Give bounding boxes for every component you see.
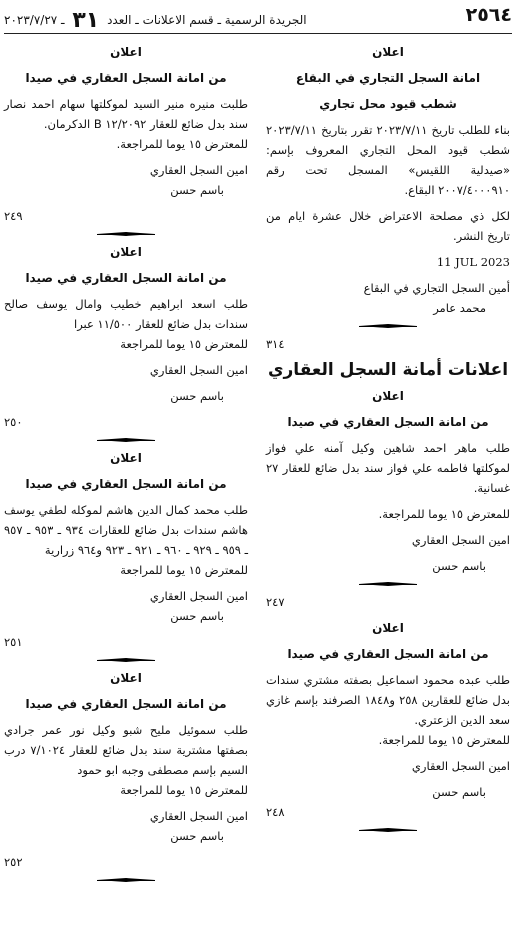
- divider-ornament: [359, 826, 417, 834]
- header-text-before: الجريدة الرسمية ـ قسم الاعلانات ـ العدد: [107, 13, 307, 27]
- page-number: ٢٥٦٤: [465, 4, 512, 26]
- notice-label: اعلان: [372, 621, 404, 635]
- notice-label: اعلان: [110, 45, 142, 59]
- notice-248: [266, 618, 510, 834]
- notice-title: من امانة السجل العقاري في صيدا: [287, 415, 489, 429]
- notice-title: من امانة السجل العقاري في صيدا: [25, 271, 227, 285]
- divider-ornament: [97, 230, 155, 238]
- right-column: [266, 42, 510, 838]
- notice-249: [4, 42, 248, 238]
- divider-ornament: [359, 580, 417, 588]
- notice-body: طلب محمد كمال الدين هاشم لموكله لطفي يوسف هاشم سندات بدل ضائع للعقارات ٩٣٤ ـ ٩٥٣ ـ ٩٥٧ ـ ٩٥٩ ـ ٩٢٩ ـ ٩٦٠ ـ ٩٢١ ـ ٩٢٣ و٩٦٤ زرارية: [4, 503, 248, 557]
- notice-label: اعلان: [372, 45, 404, 59]
- notice-label: اعلان: [110, 451, 142, 465]
- notice-number: ٢٤٨: [266, 805, 285, 819]
- divider-ornament: [359, 322, 417, 330]
- notice-body: طلب ماهر احمد شاهين وكيل آمنه علي فواز لموكلتها فاطمه علي فواز سند بدل ضائع للعقار ٢٧ غسانية.: [266, 441, 510, 495]
- signature-name: محمد عامر: [433, 301, 486, 315]
- notice-body: طلب سموئيل مليح شبو وكيل نور عمر جرادي بصفتها مشترية سند بدل ضائع للعقار ٧/١٠٢٤ درب السيم بإسم مصطفى وجبه ابو حمود: [4, 723, 249, 777]
- divider-ornament: [97, 436, 155, 444]
- divider-ornament: [97, 656, 155, 664]
- notice-number: ٢٤٧: [266, 595, 285, 609]
- notice-body-2: للمعترض ١٥ يوما للمراجعة: [120, 337, 248, 351]
- notice-body: طلب اسعد ابراهيم خطيب وامال يوسف صالح سندات بدل ضائع للعقار ١١/٥٠٠ عبرا: [4, 297, 248, 331]
- left-column: [4, 42, 248, 888]
- notice-label: اعلان: [110, 245, 142, 259]
- signature-title: امين السجل العقاري: [149, 589, 248, 603]
- notice-date: 11 JUL 2023: [436, 255, 510, 269]
- notice-label: اعلان: [372, 389, 404, 403]
- signature-title: امين السجل العقاري: [411, 759, 510, 773]
- notice-body: طلب عبده محمود اسماعيل بصفته مشتري سندات بدل ضائع للعقارين ٢٥٨ و١٨٤٨ الصرفند بإسم غازي سعد الدين الزعتري.: [266, 673, 510, 727]
- notice-title: من امانة السجل العقاري في صيدا: [25, 697, 227, 711]
- notice-label: اعلان: [110, 671, 142, 685]
- signature-name: باسم حسن: [170, 829, 224, 843]
- signature-title: امين السجل العقاري: [149, 809, 248, 823]
- page-header: [4, 2, 512, 33]
- notice-body-2: للمعترض ١٥ يوما للمراجعة.: [378, 507, 510, 521]
- notice-314: [266, 42, 510, 354]
- notice-body-2: للمعترض ١٥ يوما للمراجعة.: [378, 733, 510, 747]
- notice-title: من امانة السجل العقاري في صيدا: [287, 647, 489, 661]
- notice-title: امانة السجل التجاري في البقاع: [295, 71, 481, 85]
- signature-name: باسم حسن: [170, 183, 224, 197]
- notice-body-2: للمعترض ١٥ يوما للمراجعة: [120, 563, 248, 577]
- notice-number: ٢٥٠: [4, 415, 23, 429]
- issue-number: ٣١: [72, 8, 100, 33]
- signature-name: باسم حسن: [170, 609, 224, 623]
- notice-252: [4, 668, 248, 884]
- section-title: اعلانات أمانة السجل العقاري: [267, 360, 509, 380]
- signature-title: أمين السجل التجاري في البقاع: [363, 281, 510, 295]
- header-text-after: ـ ٢٠٢٣/٧/٢٧: [4, 13, 65, 27]
- notice-number: ٢٥٢: [4, 855, 23, 869]
- notice-247: [266, 386, 510, 612]
- signature-title: امين السجل العقاري: [411, 533, 510, 547]
- notice-body-2: للمعترض ١٥ يوما للمراجعة.: [116, 137, 248, 151]
- signature-title: امين السجل العقاري: [149, 363, 248, 377]
- notice-body: بناء للطلب تاريخ ٢٠٢٣/٧/١١ تقرر بتاريخ ٢٠٢٣/٧/١١ شطب قيود المحل التجاري المعروف بإسم: «صيدلية اللقيس» المسجل تحت رقم ٢٠٠٧/٤٠٠٠٩١٠ البقاع.: [266, 123, 510, 197]
- notice-body-2: لكل ذي مصلحة الاعتراض خلال عشرة ايام من تاريخ النشر.: [266, 209, 510, 243]
- signature-name: باسم حسن: [432, 559, 486, 573]
- header-rule: [4, 33, 512, 34]
- notice-number: ٢٥١: [4, 635, 23, 649]
- notice-subtitle: شطب قيود محل تجاري: [319, 97, 457, 111]
- notice-title: من امانة السجل العقاري في صيدا: [25, 477, 227, 491]
- notice-251: [4, 448, 248, 664]
- signature-name: باسم حسن: [170, 389, 224, 403]
- notice-body-2: للمعترض ١٥ يوما للمراجعة: [120, 783, 248, 797]
- notice-250: [4, 242, 248, 444]
- notice-title: من امانة السجل العقاري في صيدا: [25, 71, 227, 85]
- notice-number: ٣١٤: [266, 337, 285, 351]
- notice-number: ٢٤٩: [4, 209, 23, 223]
- notice-body: طلبت منيره منير السيد لموكلتها سهام احمد نصار سند بدل ضائع للعقار ١٢/٢٠٩٢ B الدكرمان.: [4, 97, 248, 131]
- signature-name: باسم حسن: [432, 785, 486, 799]
- running-header: [4, 8, 307, 33]
- divider-ornament: [97, 876, 155, 884]
- signature-title: امين السجل العقاري: [149, 163, 248, 177]
